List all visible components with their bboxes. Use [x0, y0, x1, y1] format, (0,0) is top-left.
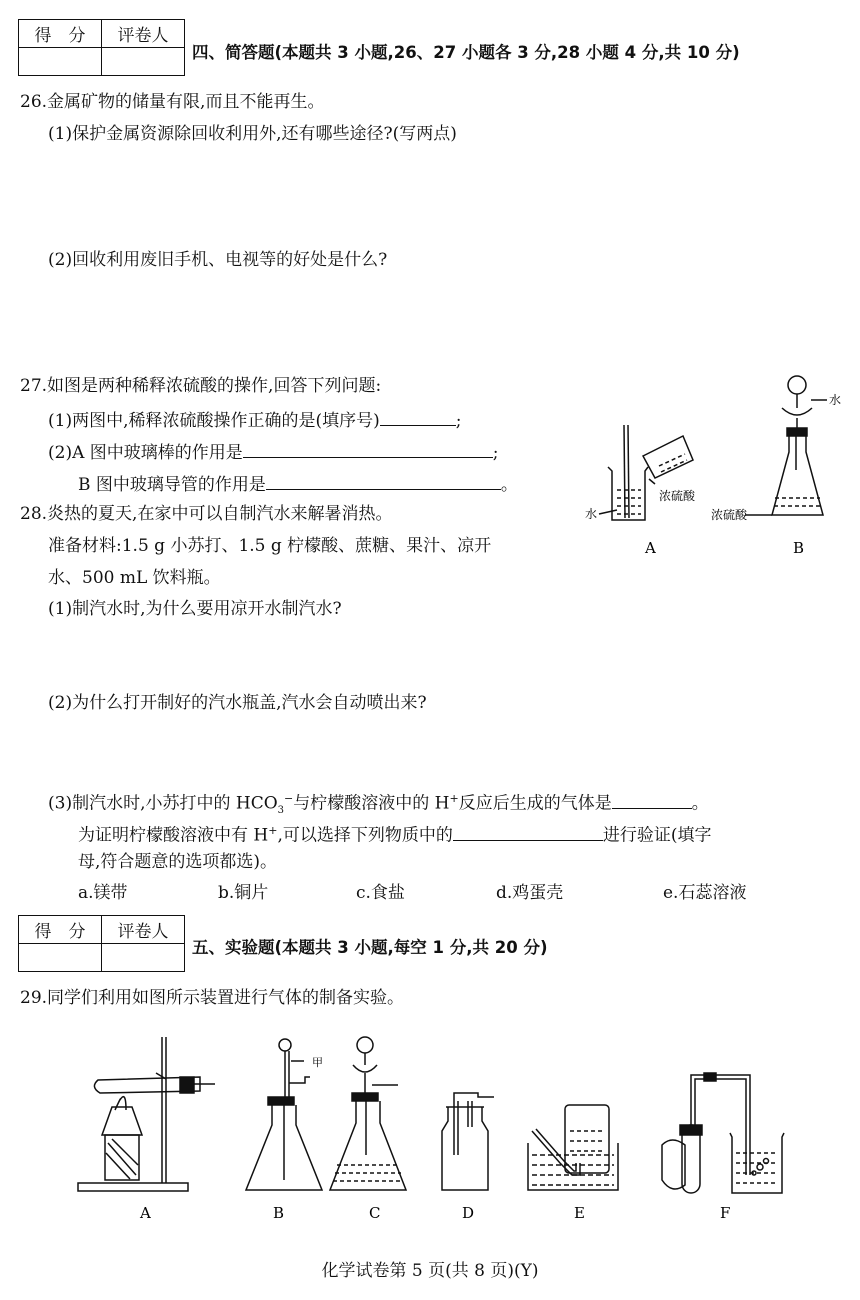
punct: 。	[691, 793, 709, 814]
q28-materials-1: 准备材料:1.5 g 小苏打、1.5 g 柠檬酸、蔗糖、果汁、凉开	[48, 536, 492, 556]
q28-part3-line2	[78, 820, 712, 847]
q28-p3-line2-b: ,可以选择下列物质中的	[277, 825, 453, 846]
section4-title: 四、简答题(本题共 3 小题,26、27 小题各 3 分,28 小题 4 分,共 10 分)	[192, 43, 740, 62]
score-header: 得 分	[19, 20, 102, 48]
caption-D: D	[462, 1204, 475, 1222]
option-e: e.石蕊溶液	[663, 883, 747, 903]
answer-blank-27-2a[interactable]	[243, 439, 493, 458]
option-d: d.鸡蛋壳	[496, 883, 564, 903]
subscript: 3	[277, 805, 285, 817]
label-acid-a: 浓硫酸	[659, 489, 696, 503]
q27-part1-line	[48, 407, 461, 432]
q28-part1: (1)制汽水时,为什么要用凉开水制汽水?	[48, 599, 342, 619]
section5-title: 五、实验题(本题共 3 小题,每空 1 分,共 20 分)	[192, 938, 548, 957]
grader-header: 评卷人	[102, 20, 185, 48]
caption-F: F	[720, 1204, 731, 1222]
grader-cell	[102, 48, 185, 76]
answer-blank-27-1[interactable]	[380, 407, 456, 426]
page-footer: 化学试卷第 5 页(共 8 页)(Y)	[321, 1261, 539, 1281]
caption-E: E	[574, 1204, 585, 1222]
q28-p3-b: 与柠檬酸溶液中的 H	[293, 793, 450, 814]
q28-p3-c: 反应后生成的气体是	[458, 793, 612, 814]
q28-stem: 28.炎热的夏天,在家中可以自制汽水来解暑消热。	[20, 504, 393, 524]
punct: ;	[492, 443, 499, 463]
q28-p3-a: (3)制汽水时,小苏打中的 HCO	[48, 793, 278, 814]
q29-stem: 29.同学们利用如图所示装置进行气体的制备实验。	[20, 988, 405, 1008]
q27-part2b: B 图中玻璃导管的作用是	[78, 475, 266, 495]
q27-part2b-line	[78, 471, 518, 496]
option-c: c.食盐	[356, 883, 405, 903]
caption-B: B	[273, 1204, 285, 1222]
label-water-b: 水	[829, 393, 842, 407]
caption-a: A	[645, 539, 656, 557]
q27-stem: 27.如图是两种稀释浓硫酸的操作,回答下列问题:	[20, 376, 382, 396]
gas-apparatus-figure	[60, 1035, 820, 1225]
answer-blank-28-3b[interactable]	[453, 822, 603, 841]
q27-part2a: (2)A 图中玻璃棒的作用是	[48, 443, 243, 463]
q28-part3-line1	[48, 788, 709, 822]
answer-blank-28-3a[interactable]	[612, 790, 692, 809]
option-b: b.铜片	[218, 883, 269, 903]
q26-part2: (2)回收利用废旧手机、电视等的好处是什么?	[48, 250, 388, 270]
q26-stem: 26.金属矿物的储量有限,而且不能再生。	[20, 92, 325, 112]
punct: ;	[455, 411, 462, 431]
score-table-2	[18, 915, 185, 972]
option-a: a.镁带	[78, 883, 128, 903]
score-table-1	[18, 19, 185, 76]
q28-part2: (2)为什么打开制好的汽水瓶盖,汽水会自动喷出来?	[48, 693, 427, 713]
q26-part1: (1)保护金属资源除回收利用外,还有哪些途径?(写两点)	[48, 124, 457, 144]
caption-b: B	[793, 539, 805, 557]
grader-header: 评卷人	[102, 916, 185, 944]
dilution-figure	[575, 370, 845, 565]
label-water-a: 水	[585, 507, 598, 521]
score-header: 得 分	[19, 916, 102, 944]
caption-C: C	[369, 1204, 381, 1222]
punct: 。	[500, 475, 518, 495]
label-jia: 甲	[312, 1056, 323, 1069]
q28-p3-line2-a: 为证明柠檬酸溶液中有 H	[78, 825, 269, 846]
q27-part1: (1)两图中,稀释浓硫酸操作正确的是(填序号)	[48, 411, 380, 431]
q28-options	[78, 882, 778, 904]
caption-A: A	[140, 1204, 151, 1222]
superscript: +	[268, 824, 278, 837]
label-acid-b: 浓硫酸	[711, 508, 748, 522]
q27-part2a-line	[48, 439, 499, 464]
superscript: −	[284, 792, 294, 805]
q28-part3-line3: 母,符合题意的选项都选)。	[78, 852, 278, 872]
superscript: +	[449, 792, 459, 805]
score-cell	[19, 48, 102, 76]
answer-blank-27-2b[interactable]	[266, 471, 501, 490]
q28-materials-2: 水、500 mL 饮料瓶。	[48, 568, 221, 588]
q28-p3-line2-c: 进行验证(填字	[602, 825, 712, 846]
score-cell	[19, 944, 102, 972]
grader-cell	[102, 944, 185, 972]
